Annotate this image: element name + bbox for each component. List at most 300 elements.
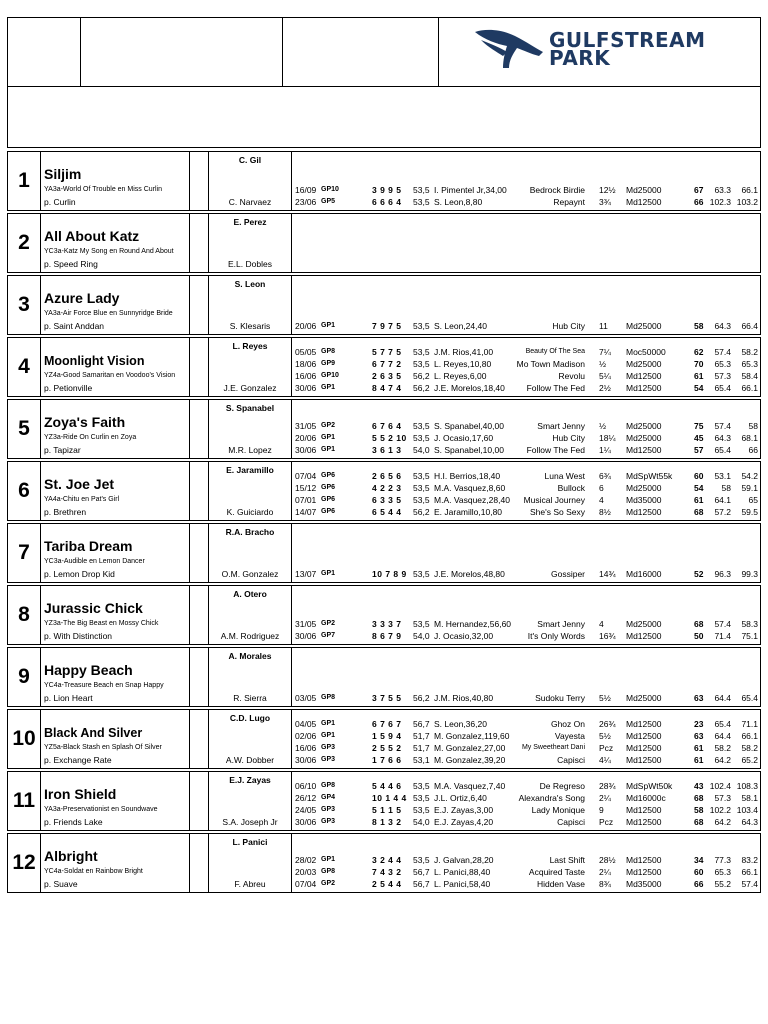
speed-figure: 70 [694, 359, 704, 369]
race-winner: She's So Sexy [529, 507, 585, 517]
jockey-name: F. Abreu [234, 879, 266, 889]
race-date: 20/03 [295, 867, 317, 877]
horse-info [41, 462, 190, 520]
race-winner: Repaynt [553, 197, 585, 207]
race-date: 15/12 [295, 483, 317, 493]
horse-head-icon [473, 26, 545, 72]
final-time: 68.1 [741, 433, 758, 443]
race-track: GP7 [321, 632, 336, 639]
final-time: 58.4 [741, 371, 758, 381]
entry-row [7, 771, 761, 831]
past-performance-line [292, 444, 760, 456]
race-entries [7, 151, 761, 895]
race-margin: 4¼ [599, 755, 611, 765]
race-margin: 1¼ [599, 445, 611, 455]
speed-figure: 68 [694, 817, 704, 827]
race-track: GP2 [321, 880, 336, 887]
race-track: GP4 [321, 794, 336, 801]
fraction-time: 64.2 [714, 817, 731, 827]
race-track: GP6 [321, 472, 336, 479]
race-date: 24/05 [295, 805, 317, 815]
race-jockey-odds: M.A. Vasquez,28,40 [434, 495, 510, 505]
spacer-cell [190, 152, 209, 210]
speed-figure: 75 [694, 421, 704, 431]
speed-figure: 23 [694, 719, 704, 729]
race-margin: 18¼ [599, 433, 616, 443]
logo-line2: PARK [549, 46, 611, 70]
race-date: 18/06 [295, 359, 317, 369]
race-weight: 51,7 [413, 743, 430, 753]
fraction-time: 58 [721, 483, 731, 493]
race-positions: 3 9 9 5 [372, 185, 402, 195]
entry-number: 8 [8, 586, 41, 644]
race-class: Md12500 [626, 755, 662, 765]
race-winner: Mo Town Madison [516, 359, 585, 369]
race-margin: 4 [599, 495, 604, 505]
race-class: Md25000 [626, 433, 662, 443]
race-margin: 5¼ [599, 371, 611, 381]
fraction-time: 65.4 [714, 445, 731, 455]
fraction-time: 65.4 [714, 719, 731, 729]
horse-pedigree: YA3a-Air Force Blue en Sunnyridge Bride [44, 310, 173, 317]
logo-line1: GULFSTREAM [549, 28, 706, 52]
past-performances [292, 834, 760, 892]
race-winner: De Regreso [539, 781, 585, 791]
race-jockey-odds: J.L. Ortiz,6,40 [434, 793, 487, 803]
final-time: 65.3 [741, 359, 758, 369]
race-date: 30/06 [295, 383, 317, 393]
race-track: GP5 [321, 198, 336, 205]
race-weight: 53,5 [413, 805, 430, 815]
race-weight: 53,5 [413, 421, 430, 431]
connections [209, 214, 292, 272]
final-time: 66.1 [741, 867, 758, 877]
connections [209, 524, 292, 582]
connections [209, 586, 292, 644]
trainer-name: C. Gil [238, 155, 262, 165]
horse-sire: p. Exchange Rate [44, 755, 112, 765]
horse-sire: p. Lemon Drop Kid [44, 569, 115, 579]
past-performance-line [292, 754, 760, 766]
race-jockey-odds: J. Galvan,28,20 [434, 855, 494, 865]
race-positions: 6 7 6 7 [372, 719, 402, 729]
race-date: 26/12 [295, 793, 317, 803]
race-margin: 2¼ [599, 867, 611, 877]
race-track: GP10 [321, 372, 339, 379]
jockey-name: O.M. Gonzalez [221, 569, 279, 579]
fraction-time: 58.2 [714, 743, 731, 753]
race-date: 16/06 [295, 743, 317, 753]
race-jockey-odds: J.M. Rios,41,00 [434, 347, 494, 357]
race-weight: 54,0 [413, 817, 430, 827]
race-weight: 53,5 [413, 495, 430, 505]
horse-name: Iron Shield [44, 786, 117, 802]
race-class: Md12500 [626, 197, 662, 207]
race-positions: 10 1 4 4 [372, 793, 407, 803]
race-positions: 4 2 2 3 [372, 483, 402, 493]
horse-sire: p. Petionville [44, 383, 93, 393]
horse-pedigree: YC3a-Audible en Lemon Dancer [44, 558, 145, 565]
race-weight: 56,2 [413, 371, 430, 381]
race-winner: Hidden Vase [536, 879, 585, 889]
race-class: Md25000 [626, 185, 662, 195]
past-performance-line [292, 320, 760, 332]
horse-info [41, 834, 190, 892]
final-time: 54.2 [741, 471, 758, 481]
trainer-name: A. Otero [233, 589, 267, 599]
speed-figure: 68 [694, 507, 704, 517]
horse-name: All About Katz [44, 228, 140, 244]
race-margin: 12½ [599, 185, 616, 195]
race-positions: 6 3 3 5 [372, 495, 402, 505]
past-performance-line [292, 482, 760, 494]
race-winner: Revolu [558, 371, 585, 381]
race-positions: 1 5 9 4 [372, 731, 402, 741]
race-class: Md16000 [626, 569, 662, 579]
race-winner: Luna West [544, 471, 585, 481]
fraction-time: 64.4 [714, 693, 731, 703]
race-weight: 53,5 [413, 781, 430, 791]
race-margin: 2½ [599, 383, 611, 393]
speed-figure: 45 [694, 433, 704, 443]
race-date: 30/06 [295, 445, 317, 455]
spacer-cell [190, 586, 209, 644]
race-class: Md12500 [626, 371, 662, 381]
race-positions: 8 4 7 4 [372, 383, 402, 393]
trainer-name: S. Spanabel [225, 403, 275, 413]
horse-name: Jurassic Chick [44, 600, 143, 616]
entry-number: 4 [8, 338, 41, 396]
speed-figure: 60 [694, 867, 704, 877]
race-track: GP9 [321, 360, 336, 367]
horse-pedigree: YZ4a-Good Samaritan en Voodoo's Vision [44, 372, 176, 379]
horse-pedigree: YC4a-Soldat en Rainbow Bright [44, 868, 143, 875]
race-jockey-odds: L. Panici,58,40 [434, 879, 491, 889]
race-positions: 10 7 8 9 [372, 569, 407, 579]
race-track: GP1 [321, 732, 336, 739]
horse-pedigree: YA3a-Preservationist en Soundwave [44, 806, 158, 813]
horse-name: Tariba Dream [44, 538, 133, 554]
jockey-name: R. Sierra [233, 693, 267, 703]
horse-pedigree: YA3a-World Of Trouble en Miss Curlin [44, 186, 163, 193]
entry-number: 3 [8, 276, 41, 334]
race-margin: ½ [599, 421, 607, 431]
connections [209, 462, 292, 520]
race-class: Md12500 [626, 445, 662, 455]
past-performances [292, 710, 760, 768]
race-class: Md25000 [626, 321, 662, 331]
race-track: GP1 [321, 720, 336, 727]
horse-sire: p. Speed Ring [44, 259, 98, 269]
race-margin: 28¾ [599, 781, 616, 791]
connections [209, 772, 292, 830]
race-class: Md12500 [626, 731, 662, 741]
past-performance-line [292, 568, 760, 580]
speed-figure: 58 [694, 321, 704, 331]
horse-info [41, 586, 190, 644]
race-positions: 3 3 3 7 [372, 619, 402, 629]
race-positions: 3 2 4 4 [372, 855, 402, 865]
horse-pedigree: YA4a-Chitu en Pat's Girl [44, 496, 120, 503]
race-weight: 54,0 [413, 631, 430, 641]
race-weight: 53,5 [413, 185, 430, 195]
race-date: 20/06 [295, 321, 317, 331]
horse-name: Moonlight Vision [44, 354, 145, 368]
race-winner: My Sweetheart Dani [521, 744, 585, 751]
race-class: MdSpWt50k [626, 781, 673, 791]
race-jockey-odds: L. Reyes,10,80 [434, 359, 492, 369]
race-jockey-odds: L. Reyes,6,00 [434, 371, 487, 381]
race-winner: Follow The Fed [526, 383, 585, 393]
fraction-time: 57.4 [714, 421, 731, 431]
race-weight: 51,7 [413, 731, 430, 741]
race-weight: 53,5 [413, 793, 430, 803]
race-track: GP6 [321, 508, 336, 515]
fraction-time: 57.3 [714, 793, 731, 803]
race-margin: 8½ [599, 507, 611, 517]
race-winner: Capisci [557, 817, 585, 827]
race-class: Md12500 [626, 631, 662, 641]
entry-row [7, 151, 761, 211]
speed-figure: 43 [694, 781, 704, 791]
race-class: Md12500 [626, 719, 662, 729]
entry-row [7, 275, 761, 335]
spacer-cell [190, 524, 209, 582]
race-date: 23/06 [295, 197, 317, 207]
race-margin: Pcz [599, 743, 614, 753]
entry-row [7, 461, 761, 521]
past-performance-line [292, 618, 760, 630]
final-time: 58 [748, 421, 758, 431]
race-jockey-odds: M. Hernandez,56,60 [434, 619, 512, 629]
horse-pedigree: YZ3a-Ride On Curlin en Zoya [44, 434, 137, 441]
race-jockey-odds: S. Leon,8,80 [434, 197, 483, 207]
race-jockey-odds: I. Pimentel Jr,34,00 [434, 185, 507, 195]
race-weight: 56,2 [413, 383, 430, 393]
race-track: GP1 [321, 446, 336, 453]
race-weight: 53,5 [413, 855, 430, 865]
race-margin: 8¾ [599, 879, 611, 889]
race-class: Md12500 [626, 805, 662, 815]
horse-sire: p. Friends Lake [44, 817, 103, 827]
past-performances [292, 400, 760, 458]
race-date: 07/01 [295, 495, 317, 505]
race-positions: 1 7 6 6 [372, 755, 402, 765]
race-winner: Bedrock Birdie [529, 185, 585, 195]
past-performance-line [292, 866, 760, 878]
race-margin: 26¾ [599, 719, 616, 729]
final-time: 66.1 [741, 731, 758, 741]
race-class: Md25000 [626, 619, 662, 629]
race-winner: Capisci [557, 755, 585, 765]
race-weight: 53,5 [413, 197, 430, 207]
spacer-cell [190, 214, 209, 272]
race-winner: Hub City [552, 321, 585, 331]
spacer-cell [190, 462, 209, 520]
entry-row [7, 337, 761, 397]
race-positions: 7 4 3 2 [372, 867, 402, 877]
past-performance-line [292, 718, 760, 730]
final-time: 65.4 [741, 693, 758, 703]
final-time: 108.3 [736, 781, 758, 791]
fraction-time: 57.2 [714, 507, 731, 517]
trainer-name: A. Morales [228, 651, 272, 661]
race-date: 03/05 [295, 693, 317, 703]
fraction-time: 64.3 [714, 321, 731, 331]
race-margin: Pcz [599, 817, 614, 827]
race-track: GP8 [321, 782, 336, 789]
horse-name: Albright [44, 848, 98, 864]
race-margin: 9 [599, 805, 604, 815]
speed-figure: 60 [694, 471, 704, 481]
jockey-name: S. Klesaris [229, 321, 271, 331]
race-track: GP8 [321, 694, 336, 701]
connections [209, 152, 292, 210]
past-performances [292, 648, 760, 706]
race-margin: 7¼ [599, 347, 611, 357]
trainer-name: L. Panici [232, 837, 268, 847]
past-performances [292, 276, 760, 334]
race-track: GP2 [321, 422, 336, 429]
trainer-name: E. Jaramillo [226, 465, 274, 475]
speed-figure: 34 [694, 855, 704, 865]
race-positions: 5 1 1 5 [372, 805, 402, 815]
race-winner: Acquired Taste [528, 867, 585, 877]
horse-sire: p. With Distinction [44, 631, 113, 641]
race-jockey-odds: E.J. Zayas,3,00 [434, 805, 494, 815]
trainer-name: C.D. Lugo [229, 713, 271, 723]
race-margin: 2¼ [599, 793, 611, 803]
final-time: 71.1 [741, 719, 758, 729]
horse-info [41, 152, 190, 210]
race-jockey-odds: M. Gonzalez,27,00 [434, 743, 506, 753]
race-positions: 7 9 7 5 [372, 321, 402, 331]
race-jockey-odds: S. Leon,24,40 [434, 321, 487, 331]
fraction-time: 64.3 [714, 433, 731, 443]
fraction-time: 102.3 [709, 197, 731, 207]
past-performance-line [292, 494, 760, 506]
final-time: 64.3 [741, 817, 758, 827]
fraction-time: 96.3 [714, 569, 731, 579]
race-weight: 56,2 [413, 693, 430, 703]
race-weight: 53,5 [413, 471, 430, 481]
race-track: GP6 [321, 484, 336, 491]
race-winner: Ghoz On [550, 719, 585, 729]
spacer-cell [190, 400, 209, 458]
horse-name: Azure Lady [44, 290, 120, 306]
final-time: 99.3 [741, 569, 758, 579]
page-header [7, 17, 761, 87]
horse-pedigree: YZ3a-The Big Beast en Mossy Chick [44, 620, 159, 627]
race-margin: ½ [599, 359, 607, 369]
race-class: Md12500 [626, 867, 662, 877]
jockey-name: A.W. Dobber [225, 755, 275, 765]
past-performances [292, 586, 760, 644]
race-track: GP2 [321, 620, 336, 627]
horse-pedigree: YC3a-Katz My Song en Round And About [44, 248, 174, 255]
past-performance-line [292, 742, 760, 754]
trainer-name: S. Leon [234, 279, 266, 289]
final-time: 65.2 [741, 755, 758, 765]
race-weight: 54,0 [413, 445, 430, 455]
connections [209, 338, 292, 396]
race-weight: 53,5 [413, 359, 430, 369]
entry-number: 5 [8, 400, 41, 458]
speed-figure: 50 [694, 631, 704, 641]
final-time: 66.4 [741, 321, 758, 331]
spacer-cell [190, 338, 209, 396]
race-weight: 56,7 [413, 719, 430, 729]
horse-info [41, 524, 190, 582]
race-positions: 6 7 7 2 [372, 359, 402, 369]
race-jockey-odds: M. Gonzalez,119,60 [434, 731, 510, 741]
fraction-time: 102.2 [709, 805, 731, 815]
race-winner: Beauty Of The Sea [525, 348, 585, 355]
race-class: Md12500 [626, 817, 662, 827]
final-time: 65 [748, 495, 758, 505]
race-positions: 8 1 3 2 [372, 817, 402, 827]
race-class: Moc50000 [626, 347, 666, 357]
entry-row [7, 833, 761, 893]
past-performance-line [292, 358, 760, 370]
fraction-time: 57.3 [714, 371, 731, 381]
final-time: 59.1 [741, 483, 758, 493]
jockey-name: E.L. Dobles [228, 259, 272, 269]
horse-sire: p. Lion Heart [44, 693, 93, 703]
fraction-time: 64.1 [714, 495, 731, 505]
race-date: 06/10 [295, 781, 317, 791]
speed-figure: 57 [694, 445, 704, 455]
race-date: 07/04 [295, 879, 317, 889]
past-performances [292, 214, 760, 272]
race-margin: 6¾ [599, 471, 611, 481]
race-track: GP3 [321, 806, 336, 813]
horse-sire: p. Brethren [44, 507, 87, 517]
past-performance-line [292, 792, 760, 804]
past-performance-line [292, 780, 760, 792]
race-margin: 4 [599, 619, 604, 629]
speed-figure: 58 [694, 805, 704, 815]
speed-figure: 68 [694, 619, 704, 629]
race-track: GP1 [321, 322, 336, 329]
subheader-box [7, 86, 761, 148]
entry-number: 6 [8, 462, 41, 520]
race-weight: 53,5 [413, 483, 430, 493]
horse-name: St. Joe Jet [44, 476, 115, 492]
race-margin: 5½ [599, 731, 611, 741]
race-winner: Lady Monique [531, 805, 585, 815]
race-date: 30/06 [295, 631, 317, 641]
race-margin: 5½ [599, 693, 611, 703]
race-winner: Alexandra's Song [518, 793, 585, 803]
race-jockey-odds: E.J. Zayas,4,20 [434, 817, 494, 827]
fraction-time: 65.3 [714, 359, 731, 369]
horse-info [41, 710, 190, 768]
entry-row [7, 399, 761, 459]
speed-figure: 61 [694, 495, 704, 505]
entry-row [7, 647, 761, 707]
jockey-name: J.E. Gonzalez [223, 383, 277, 393]
race-track: GP8 [321, 348, 336, 355]
race-class: Md25000 [626, 483, 662, 493]
speed-figure: 63 [694, 693, 704, 703]
final-time: 59.5 [741, 507, 758, 517]
entry-row [7, 213, 761, 273]
fraction-time: 64.4 [714, 731, 731, 741]
race-weight: 53,1 [413, 755, 430, 765]
fraction-time: 65.4 [714, 383, 731, 393]
entry-number: 11 [8, 772, 41, 830]
